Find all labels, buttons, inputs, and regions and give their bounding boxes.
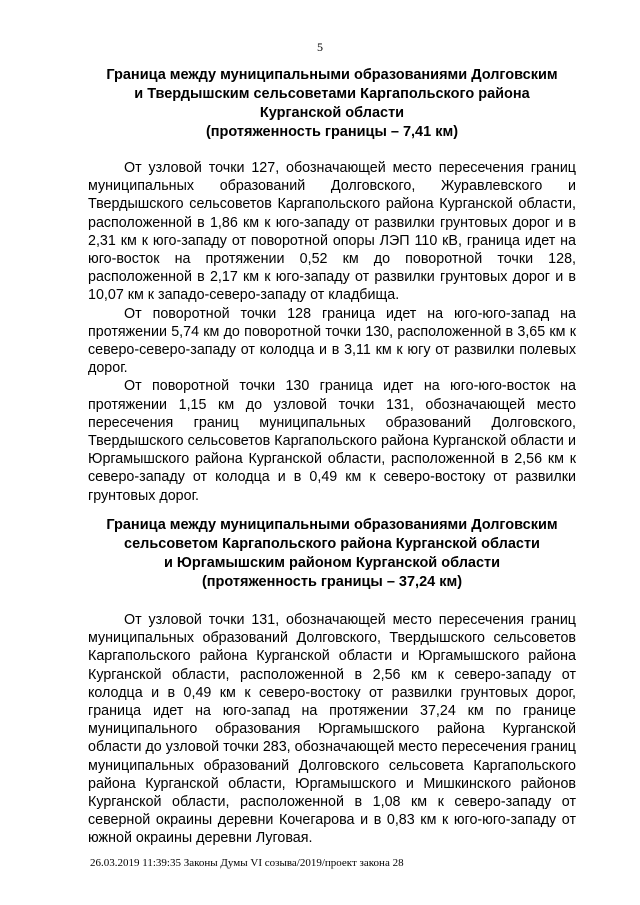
paragraph: От поворотной точки 130 граница идет на юго-юго-восток на протяжении 1,15 км до узловой точки 131, обозначающей место пересечения границ муниципальных образований Долговского, Твердышского сельсоветов Каргапольского района Курганской области и Юргамышского района Курганской области, расположенной в 2,56 км к северо-западу от колодца и в 0,49 км к северо-востоку от развилки грунтовых дорог. — [88, 378, 576, 504]
heading-line: и Твердышским сельсоветами Каргапольского района — [134, 86, 530, 102]
border-section-dolgovsky-tverdyshsky — [88, 66, 576, 505]
page-number: 5 — [317, 40, 323, 54]
heading-line: Курганской области — [259, 105, 405, 121]
section-body — [88, 611, 576, 848]
section-heading — [88, 516, 576, 592]
footer-stamp: 26.03.2019 11:39:35 Законы Думы VI созыва/2019/проект закона 28 — [90, 857, 404, 869]
heading-line: Граница между муниципальными образованиями Долговским — [106, 517, 558, 533]
paragraph: От узловой точки 131, обозначающей место пересечения границ муниципальных образований Долговского, Твердышского сельсоветов Каргапольского района Курганской области и Юргамышского района Курганской области, расположенной в 2,56 км к северо-западу от колодца и в 0,49 км к северо-востоку от развилки грунтовых дорог, граница идет на юго-запад на протяжении 37,24 км по границе муниципального образования Юргамышского района Курганской области до узловой точки 283, обозначающей место пересечения границ муниципальных образований Долговского сельсовета Каргапольского района Курганской области, Юргамышского и Мишкинского районов Курганской области, расположенной в 1,08 км к северо-западу от северной окраины деревни Кочегарова и в 0,83 км к юго-юго-западу от южной окраины деревни Луговая. — [88, 612, 576, 847]
section-body — [88, 159, 576, 505]
heading-line: сельсоветом Каргапольского района Курганской области — [124, 536, 540, 552]
heading-line: Граница между муниципальными образованиями Долговским — [106, 67, 558, 83]
paragraph: От узловой точки 127, обозначающей место пересечения границ муниципальных образований Долговского, Журавлевского и Твердышского сельсоветов Каргапольского района Курганской области, расположенной в 1,86 км к юго-западу от развилки грунтовых дорог и в 2,31 км к юго-западу от поворотной опоры ЛЭП 110 кВ, граница идет на юго-восток на протяжении 0,52 км до поворотной точки 128, расположенной в 2,17 км к юго-западу от развилки грунтовых дорог и в 10,07 км к западо-северо-западу от кладбища. — [88, 160, 576, 304]
paragraph: От поворотной точки 128 граница идет на юго-юго-запад на протяжении 5,74 км до поворотной точки 130, расположенной в 3,65 км к северо-северо-западу от колодца и в 3,11 км к югу от развилки полевых дорог. — [88, 305, 576, 377]
heading-line: и Юргамышским районом Курганской области — [163, 555, 501, 571]
section-heading — [88, 66, 576, 142]
border-section-dolgovsky-yurgamyshsky — [88, 516, 576, 848]
heading-border-length: (протяженность границы – 7,41 км) — [205, 124, 459, 140]
heading-border-length: (протяженность границы – 37,24 км) — [201, 574, 463, 590]
